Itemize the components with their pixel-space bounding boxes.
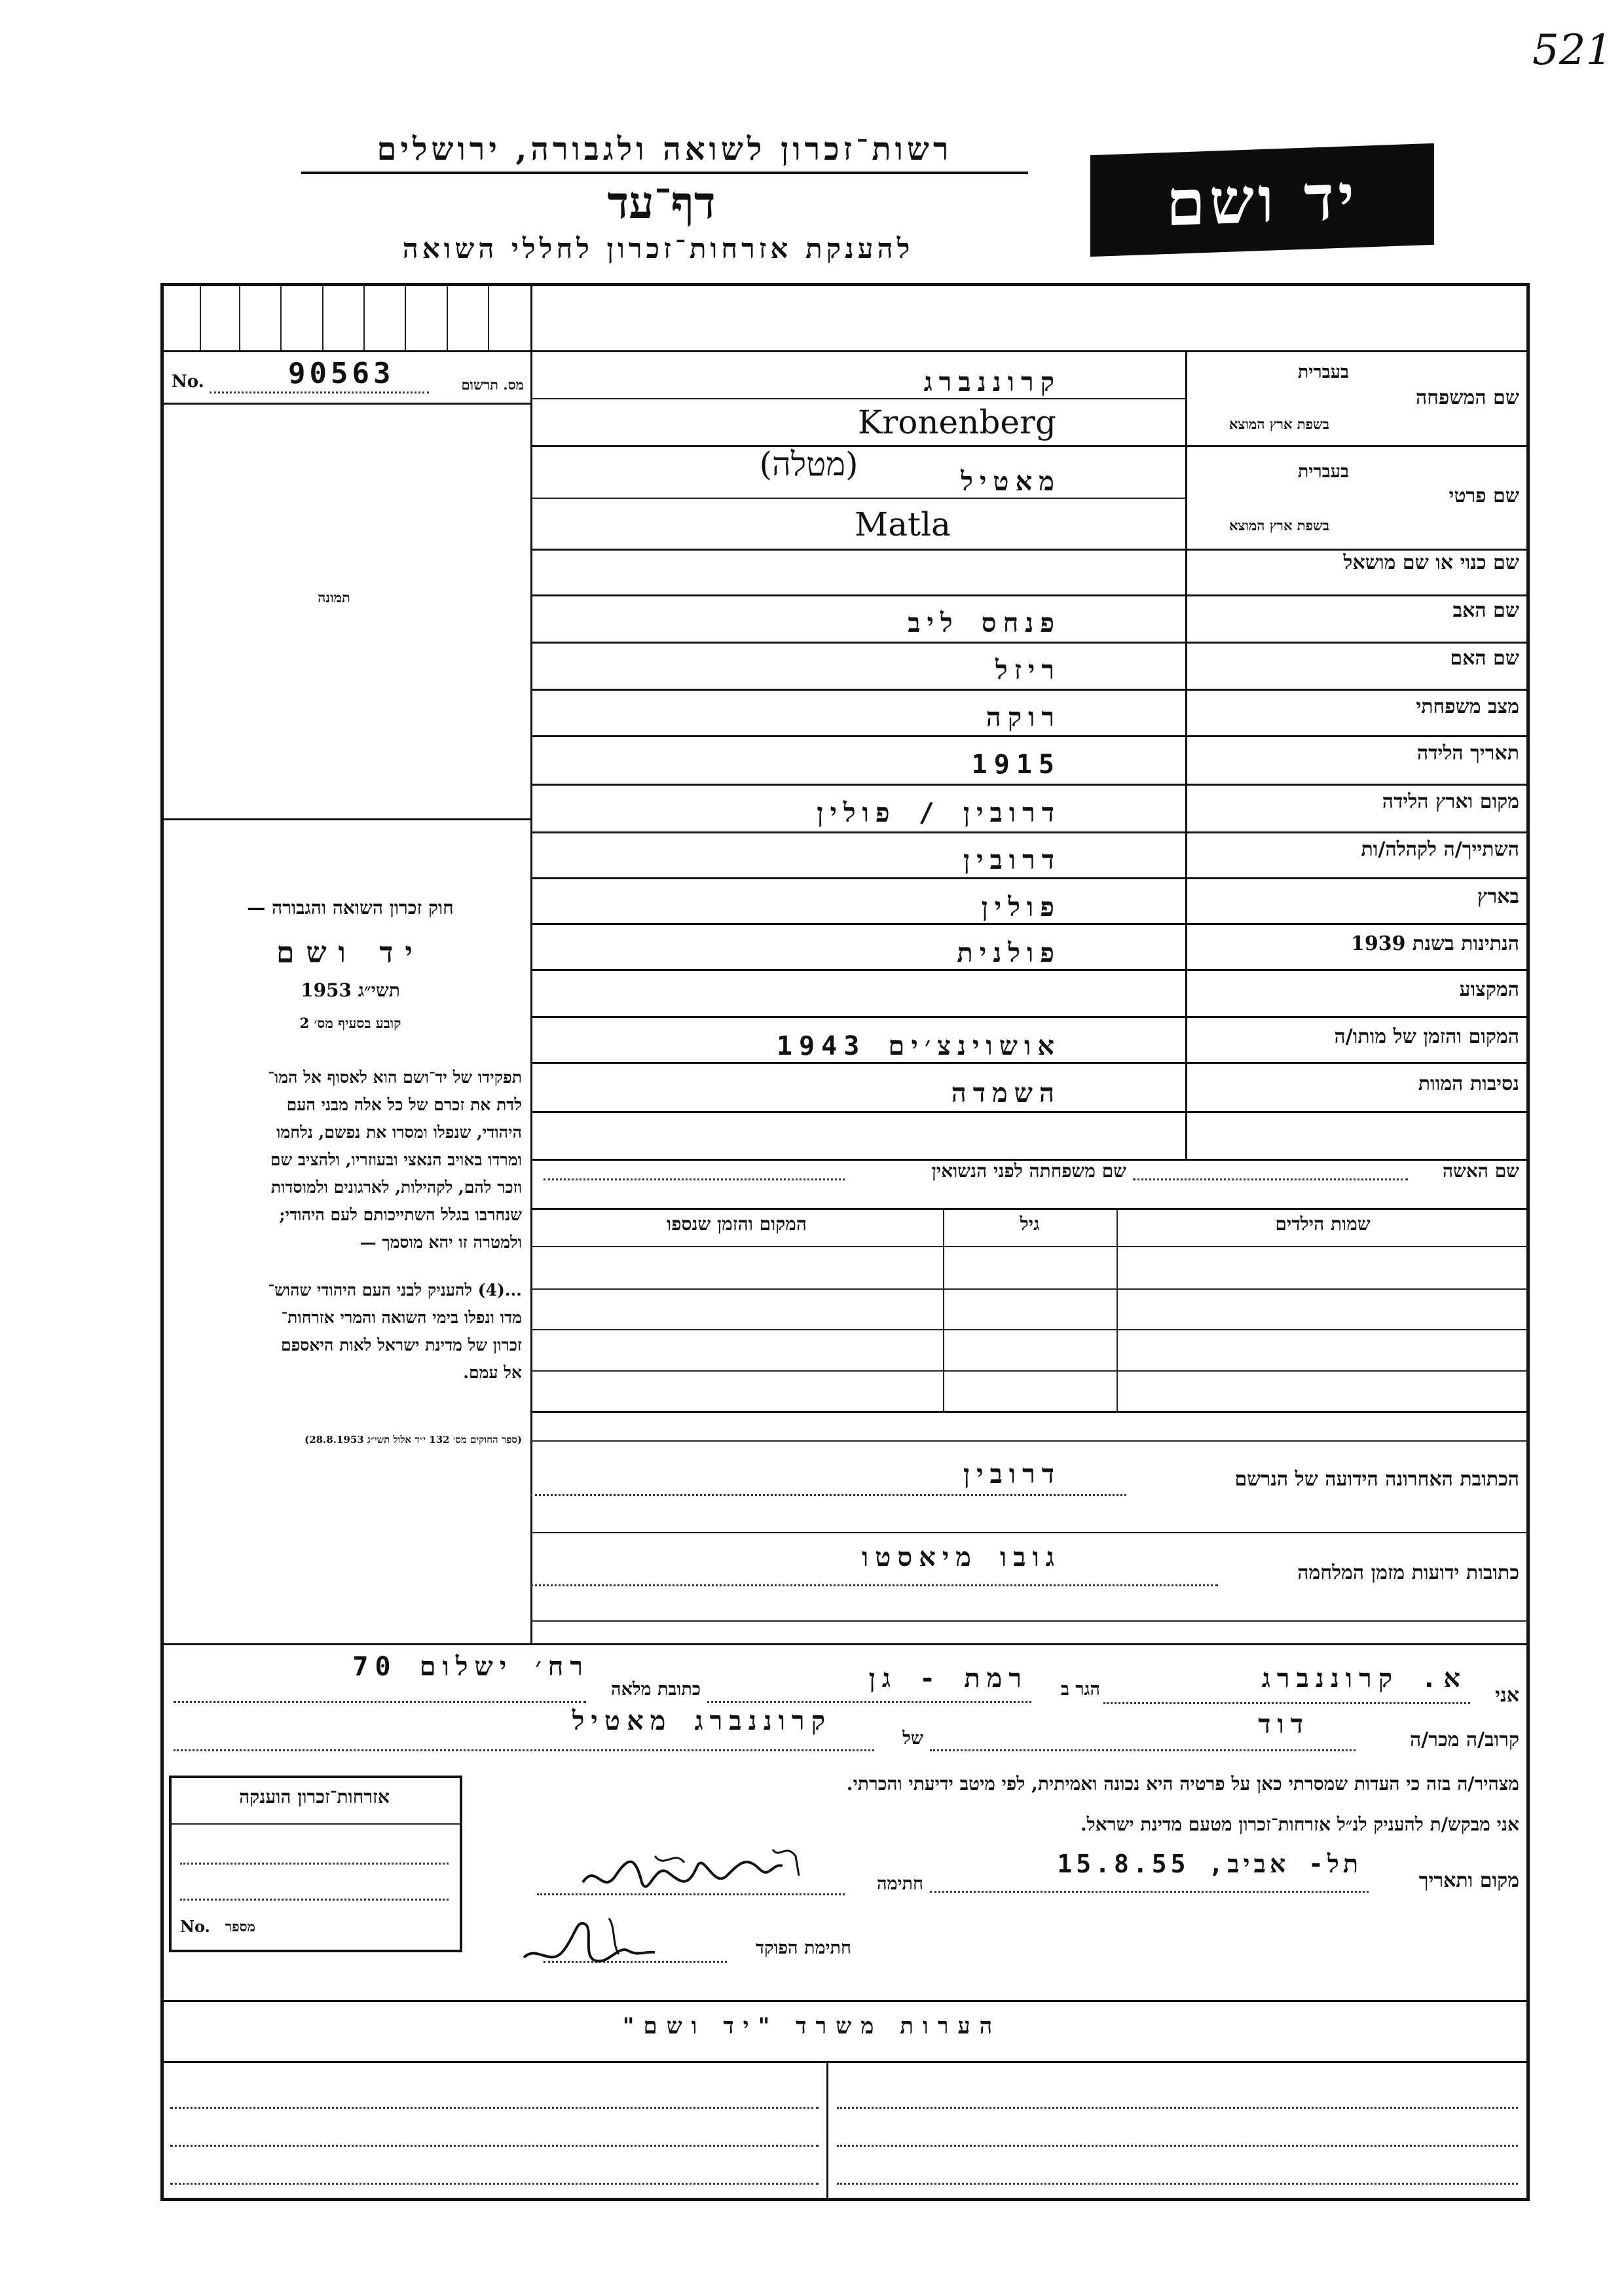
law-footnote: (ספר החוקים מס׳ 132 י״ד אלול תשי״ג 28.8.1953) <box>304 1434 522 1446</box>
citizenship-box-no-label: No. <box>180 1917 210 1936</box>
death-place-time-value: אושוינצ׳ים 1943 <box>776 1031 1061 1061</box>
first-name-hebrew-label: בעברית <box>1297 462 1349 482</box>
office-notes-title: הערות משרד "יד ושם" <box>622 2013 1002 2039</box>
of-name: קרוננברג מאטיל <box>572 1706 832 1736</box>
law-line: זכרון של מדינת ישראל לאות היאספם <box>280 1336 522 1355</box>
marital-value: רוקה <box>986 702 1061 733</box>
citizenship-box-title: אזרחות־זכרון הוענקה <box>239 1786 390 1808</box>
father-label: שם האב <box>1452 599 1519 622</box>
citizenship-value: פולנית <box>957 938 1061 968</box>
law-line: ...(4) להעניק לבני העם היהודי שהוש־ <box>268 1281 522 1300</box>
family-name-label: שם המשפחה <box>1415 386 1519 409</box>
nickname-label: שם כנוי או שם מושאל <box>1343 551 1519 574</box>
profession-label: המקצוע <box>1459 978 1519 1001</box>
children-age-header: גיל <box>1020 1213 1040 1235</box>
form-title: דף־עד <box>607 177 716 229</box>
birth-place-value: דרובין / פולין <box>817 798 1061 828</box>
mother-value: ריזל <box>995 655 1061 685</box>
declarant-city: רמת - גן <box>868 1664 1028 1694</box>
declarant-address: רח׳ ישלום 70 <box>352 1652 589 1682</box>
family-name-latin: Kronenberg <box>858 403 1056 441</box>
law-title: חוק זכרון השואה והגבורה — <box>247 897 454 919</box>
signature-label: חתימה <box>876 1874 923 1894</box>
death-circumstances-value: השמדה <box>951 1078 1061 1108</box>
law-line: וזכר להם, לקהילות, לארגונים ולמוסדות <box>270 1178 522 1197</box>
community-value: דרובין <box>963 845 1061 875</box>
citizenship-label: הנתינות בשנת 1939 <box>1350 932 1519 955</box>
law-line: תפקידו של יד־ושם הוא לאסוף אל המו־ <box>268 1068 522 1087</box>
yad-vashem-logo <box>1090 143 1434 257</box>
marital-label: מצב משפחתי <box>1416 695 1519 718</box>
law-line: ומרדו באויב הנאצי ובעוזריו, ולהציב שם <box>270 1150 522 1169</box>
country-label: בארץ <box>1477 885 1519 908</box>
death-place-time-label: המקום והזמן של מותו/ה <box>1334 1025 1519 1048</box>
last-address-label: הכתובת האחרונה הידועה של הנרשם <box>1234 1468 1519 1491</box>
first-name-origin-label: בשפת ארץ המוצא <box>1229 517 1329 534</box>
family-name-hebrew: קרוננברג <box>923 367 1061 397</box>
declarant-i-label: אני <box>1495 1684 1519 1707</box>
mother-label: שם האם <box>1450 647 1519 670</box>
logo-text: יד ושם <box>1166 159 1359 241</box>
law-line: מדו ונפלו בימי השואה והמרי אזרחות־ <box>281 1308 522 1327</box>
registration-label: מס. תרשום <box>461 376 524 393</box>
registration-number: 90563 <box>288 357 395 390</box>
law-text-1 <box>172 1064 522 1256</box>
registration-no-label: No. <box>172 372 204 392</box>
law-year: תשי״ג 1953 <box>301 979 400 1001</box>
page-number: 521 <box>1532 26 1613 75</box>
father-value: פנחס ליב <box>908 608 1061 638</box>
of-label: של <box>902 1728 923 1749</box>
wife-label: שם האשה <box>1442 1160 1519 1182</box>
resides-label: הגר ב <box>1060 1679 1100 1700</box>
country-value: פולין <box>981 892 1061 922</box>
place-date-label: מקום ותאריך <box>1418 1869 1519 1892</box>
law-line: שנחרבו בגלל השתייכותם לעם היהודי; <box>279 1205 522 1224</box>
family-name-hebrew-label: בעברית <box>1297 362 1349 382</box>
law-line: ולמטרה זו יהא מוסמך — <box>360 1233 522 1252</box>
relation-label: קרוב/ה מכר/ה <box>1410 1728 1519 1751</box>
officer-signature <box>511 1905 681 1977</box>
first-name-handwritten: (מטלה) <box>759 445 858 483</box>
law-name: יד ושם <box>276 936 424 970</box>
form-subtitle: להענקת אזרחות־זכרון לחללי השואה <box>402 232 914 264</box>
death-circumstances-label: נסיבות המוות <box>1418 1072 1519 1095</box>
relation-value: דוד <box>1258 1709 1310 1740</box>
first-name-latin: Matla <box>855 505 951 543</box>
declaration-2: אני מבקש/ת להעניק לנ״ל אזרחות־זכרון מטעם מדינת ישראל. <box>1080 1813 1519 1835</box>
officer-signature-label: חתימת הפוקד <box>756 1938 851 1958</box>
first-name-hebrew: מאטיל <box>961 467 1061 497</box>
community-label: השתייך/ה לקהלה/ות <box>1361 838 1519 861</box>
birth-date-label: תאריך הלידה <box>1416 742 1519 765</box>
law-line: היהודי, שנפלו ומסרו את נפשם, נלחמו <box>276 1123 522 1142</box>
authority-title: רשות־זכרון לשואה ולגבורה, ירושלים <box>377 131 953 168</box>
family-name-origin-label: בשפת ארץ המוצא <box>1229 416 1329 432</box>
place-date-value: תל- אביב, 15.8.55 <box>1057 1850 1362 1878</box>
law-text-2 <box>172 1277 522 1387</box>
photo-label: תמונה <box>318 589 350 606</box>
declarant-name: א. קרוננברג <box>1261 1664 1467 1694</box>
children-names-header: שמות הילדים <box>1275 1213 1371 1235</box>
full-address-label: כתובת מלאה <box>611 1679 701 1700</box>
law-section: קובע בסעיף מס׳ 2 <box>299 1015 401 1031</box>
declarant-signature <box>576 1836 825 1908</box>
war-address-label: כתובות ידועות מזמן המלחמה <box>1297 1561 1519 1584</box>
birth-date-value: 1915 <box>971 750 1061 780</box>
war-address-value: גובו מיאסטו <box>861 1542 1061 1573</box>
declaration-1: מצהיר/ה בזה כי העדות שמסרתי כאן על פרטיה היא נכונה ואמיתית, לפי מיטב ידיעתי והכרתי. <box>846 1773 1519 1795</box>
children-place-time-header: המקום והזמן שנספו <box>667 1213 807 1235</box>
last-address-value: דרובין <box>963 1459 1061 1489</box>
birth-place-label: מקום וארץ הלידה <box>1382 790 1519 813</box>
law-line: אל עמם. <box>463 1363 522 1382</box>
first-name-label: שם פרטי <box>1449 484 1519 507</box>
maiden-name-label: שם משפחתה לפני הנשואין <box>931 1160 1126 1182</box>
citizenship-box-number-label: מספר <box>225 1918 255 1935</box>
law-line: לדת את זכרם של כל אלה מבני העם <box>286 1095 522 1114</box>
